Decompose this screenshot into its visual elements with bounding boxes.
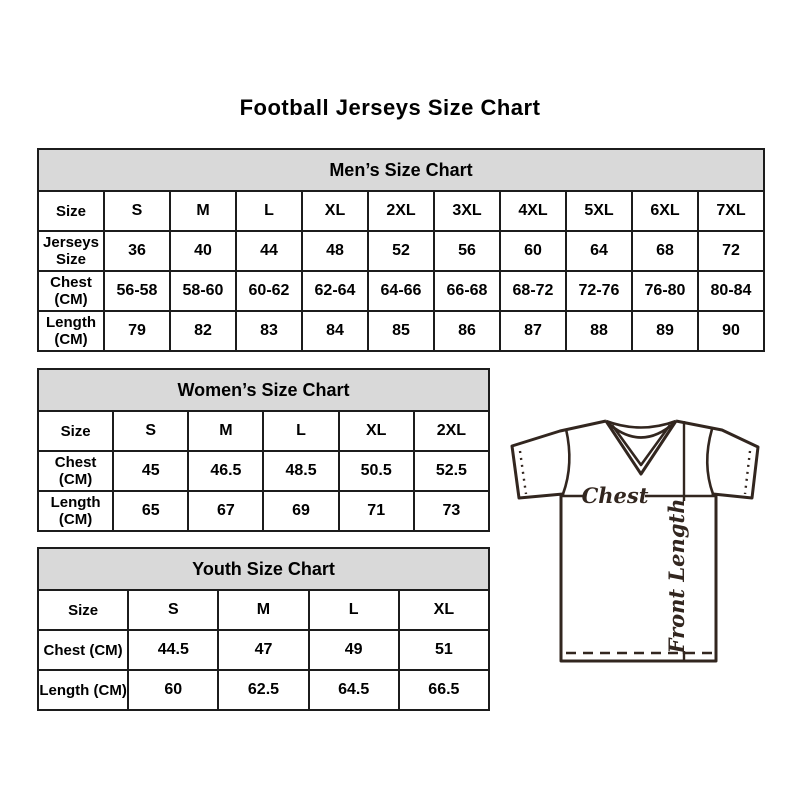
value-cell: 76-80 [632, 271, 698, 311]
youth-table-header: Youth Size Chart [38, 548, 489, 590]
value-cell: 66-68 [434, 271, 500, 311]
right-cuff-stitch-line [745, 451, 750, 494]
value-cell: 5XL [566, 191, 632, 231]
value-cell: 89 [632, 311, 698, 351]
table-row [38, 411, 489, 451]
value-cell: 64 [566, 231, 632, 271]
value-cell: 62.5 [218, 670, 308, 710]
value-cell: 71 [339, 491, 414, 531]
value-cell: 46.5 [188, 451, 263, 491]
table-row [38, 451, 489, 491]
value-cell: 48.5 [263, 451, 338, 491]
chest-label: Chest [581, 483, 649, 508]
table-row [38, 491, 489, 531]
value-cell: 69 [263, 491, 338, 531]
row-label-cell: Length (CM) [38, 491, 113, 531]
value-cell: 90 [698, 311, 764, 351]
value-cell: 60-62 [236, 271, 302, 311]
value-cell: 2XL [368, 191, 434, 231]
value-cell: 86 [434, 311, 500, 351]
value-cell: 40 [170, 231, 236, 271]
value-cell: XL [302, 191, 368, 231]
row-label-cell: Size [38, 191, 104, 231]
row-label-cell: Length (CM) [38, 670, 128, 710]
value-cell: 72-76 [566, 271, 632, 311]
value-cell: 56 [434, 231, 500, 271]
value-cell: 67 [188, 491, 263, 531]
value-cell: 45 [113, 451, 188, 491]
value-cell: L [236, 191, 302, 231]
value-cell: 60 [128, 670, 218, 710]
value-cell: L [263, 411, 338, 451]
row-label-cell: Length (CM) [38, 311, 104, 351]
front-length-label: Front Length [664, 498, 689, 654]
value-cell: 68 [632, 231, 698, 271]
value-cell: S [104, 191, 170, 231]
value-cell: L [309, 590, 399, 630]
row-label-cell: Size [38, 590, 128, 630]
value-cell: 6XL [632, 191, 698, 231]
value-cell: 2XL [414, 411, 489, 451]
table-row [38, 231, 764, 271]
row-label-cell: Chest (CM) [38, 451, 113, 491]
value-cell: 60 [500, 231, 566, 271]
value-cell: 4XL [500, 191, 566, 231]
value-cell: 51 [399, 630, 489, 670]
left-sleeve-seam [563, 429, 569, 494]
table-row [38, 271, 764, 311]
value-cell: 48 [302, 231, 368, 271]
youth-table-body [38, 590, 489, 710]
mens-table-header: Men’s Size Chart [38, 149, 764, 191]
value-cell: M [170, 191, 236, 231]
womens-table-body [38, 411, 489, 531]
table-row [38, 311, 764, 351]
row-label-cell: Jerseys Size [38, 231, 104, 271]
value-cell: 49 [309, 630, 399, 670]
row-label-cell: Chest (CM) [38, 630, 128, 670]
mens-size-table [37, 148, 765, 352]
left-cuff-stitch-line [520, 451, 526, 494]
value-cell: 47 [218, 630, 308, 670]
value-cell: 52.5 [414, 451, 489, 491]
front-length-label-group [664, 499, 689, 655]
page-title: Football Jerseys Size Chart [239, 95, 541, 120]
value-cell: 68-72 [500, 271, 566, 311]
right-sleeve-seam [707, 429, 713, 494]
value-cell: 65 [113, 491, 188, 531]
value-cell: 88 [566, 311, 632, 351]
row-label-cell: Size [38, 411, 113, 451]
value-cell: 50.5 [339, 451, 414, 491]
value-cell: 52 [368, 231, 434, 271]
value-cell: 72 [698, 231, 764, 271]
value-cell: 82 [170, 311, 236, 351]
value-cell: XL [399, 590, 489, 630]
value-cell: 73 [414, 491, 489, 531]
value-cell: 80-84 [698, 271, 764, 311]
value-cell: 83 [236, 311, 302, 351]
value-cell: 3XL [434, 191, 500, 231]
mens-table-body [38, 191, 764, 351]
value-cell: 66.5 [399, 670, 489, 710]
value-cell: 85 [368, 311, 434, 351]
value-cell: 79 [104, 311, 170, 351]
value-cell: 64.5 [309, 670, 399, 710]
value-cell: 64-66 [368, 271, 434, 311]
value-cell: 44 [236, 231, 302, 271]
table-row [38, 670, 489, 710]
value-cell: 44.5 [128, 630, 218, 670]
womens-table-header: Women’s Size Chart [38, 369, 489, 411]
value-cell: 36 [104, 231, 170, 271]
table-row [38, 191, 764, 231]
value-cell: S [113, 411, 188, 451]
value-cell: 58-60 [170, 271, 236, 311]
jersey-measurement-diagram [500, 406, 770, 673]
value-cell: 87 [500, 311, 566, 351]
value-cell: 7XL [698, 191, 764, 231]
value-cell: 62-64 [302, 271, 368, 311]
value-cell: M [218, 590, 308, 630]
value-cell: 84 [302, 311, 368, 351]
table-row [38, 630, 489, 670]
womens-size-table [37, 368, 490, 532]
table-row [38, 590, 489, 630]
value-cell: XL [339, 411, 414, 451]
value-cell: S [128, 590, 218, 630]
value-cell: M [188, 411, 263, 451]
value-cell: 56-58 [104, 271, 170, 311]
collar-band-outer [606, 421, 676, 428]
youth-size-table [37, 547, 490, 711]
row-label-cell: Chest (CM) [38, 271, 104, 311]
